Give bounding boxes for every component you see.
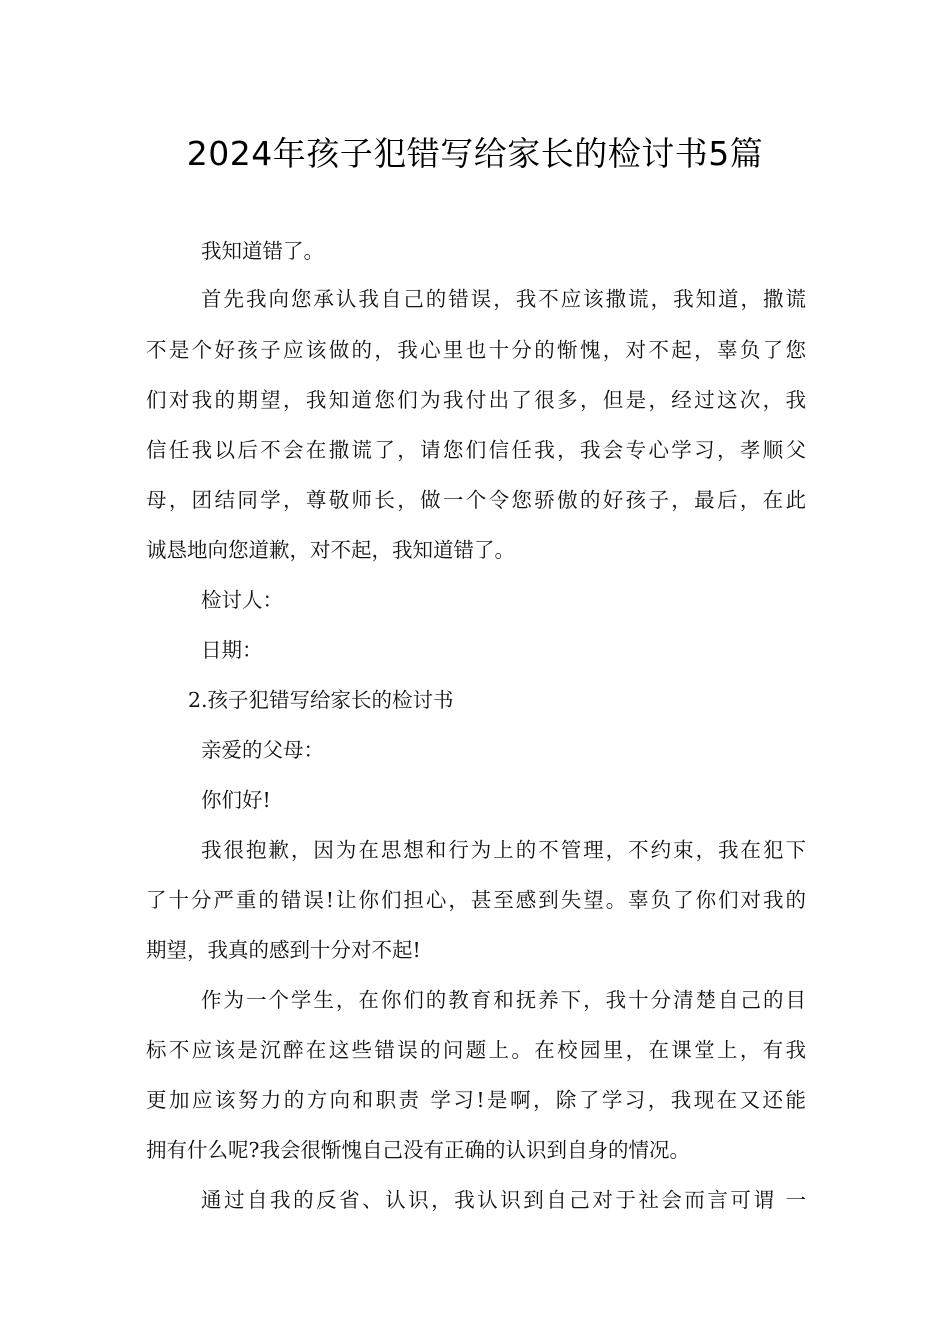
paragraph-line: 作为一个学生，在你们的教育和抚养下，我十分清楚自己的目 <box>201 988 806 1012</box>
signature-label: 检讨人： <box>201 588 283 612</box>
paragraph-line: 更加应该努力的方向和职责 学习!是啊，除了学习，我现在又还能 <box>146 1088 806 1112</box>
paragraph-line: 标不应该是沉醉在这些错误的问题上。在校园里，在课堂上，有我 <box>146 1038 806 1062</box>
paragraph-line: 期望，我真的感到十分对不起! <box>146 938 421 962</box>
paragraph-line: 们对我的期望，我知道您们为我付出了很多，但是，经过这次，我 <box>146 388 806 412</box>
greeting: 你们好! <box>201 788 271 812</box>
paragraph-line: 诚恳地向您道歉，对不起，我知道错了。 <box>146 538 515 562</box>
paragraph-line: 首先我向您承认我自己的错误，我不应该撒谎，我知道，撒谎 <box>201 287 806 311</box>
paragraph-line: 通过自我的反省、认识，我认识到自己对于社会而言可谓 一 <box>201 1188 806 1212</box>
paragraph-line: 我很抱歉，因为在思想和行为上的不管理，不约束，我在犯下 <box>201 838 806 862</box>
paragraph-line: 不是个好孩子应该做的，我心里也十分的惭愧，对不起，辜负了您 <box>146 338 806 362</box>
date-label: 日期： <box>201 638 263 662</box>
paragraph-line: 我知道错了。 <box>201 239 324 263</box>
section-heading: 2.孩子犯错写给家长的检讨书 <box>188 688 454 712</box>
paragraph-line: 母，团结同学，尊敬师长，做一个令您骄傲的好孩子，最后，在此 <box>146 488 806 512</box>
paragraph-line: 信任我以后不会在撒谎了，请您们信任我，我会专心学习，孝顺父 <box>146 438 806 462</box>
salutation: 亲爱的父母： <box>201 738 324 762</box>
document-title: 2024年孩子犯错写给家长的检讨书5篇 <box>186 134 764 173</box>
paragraph-line: 了十分严重的错误!让你们担心，甚至感到失望。辜负了你们对我的 <box>146 888 806 912</box>
paragraph-line: 拥有什么呢?我会很惭愧自己没有正确的认识到自身的情况。 <box>146 1138 690 1162</box>
